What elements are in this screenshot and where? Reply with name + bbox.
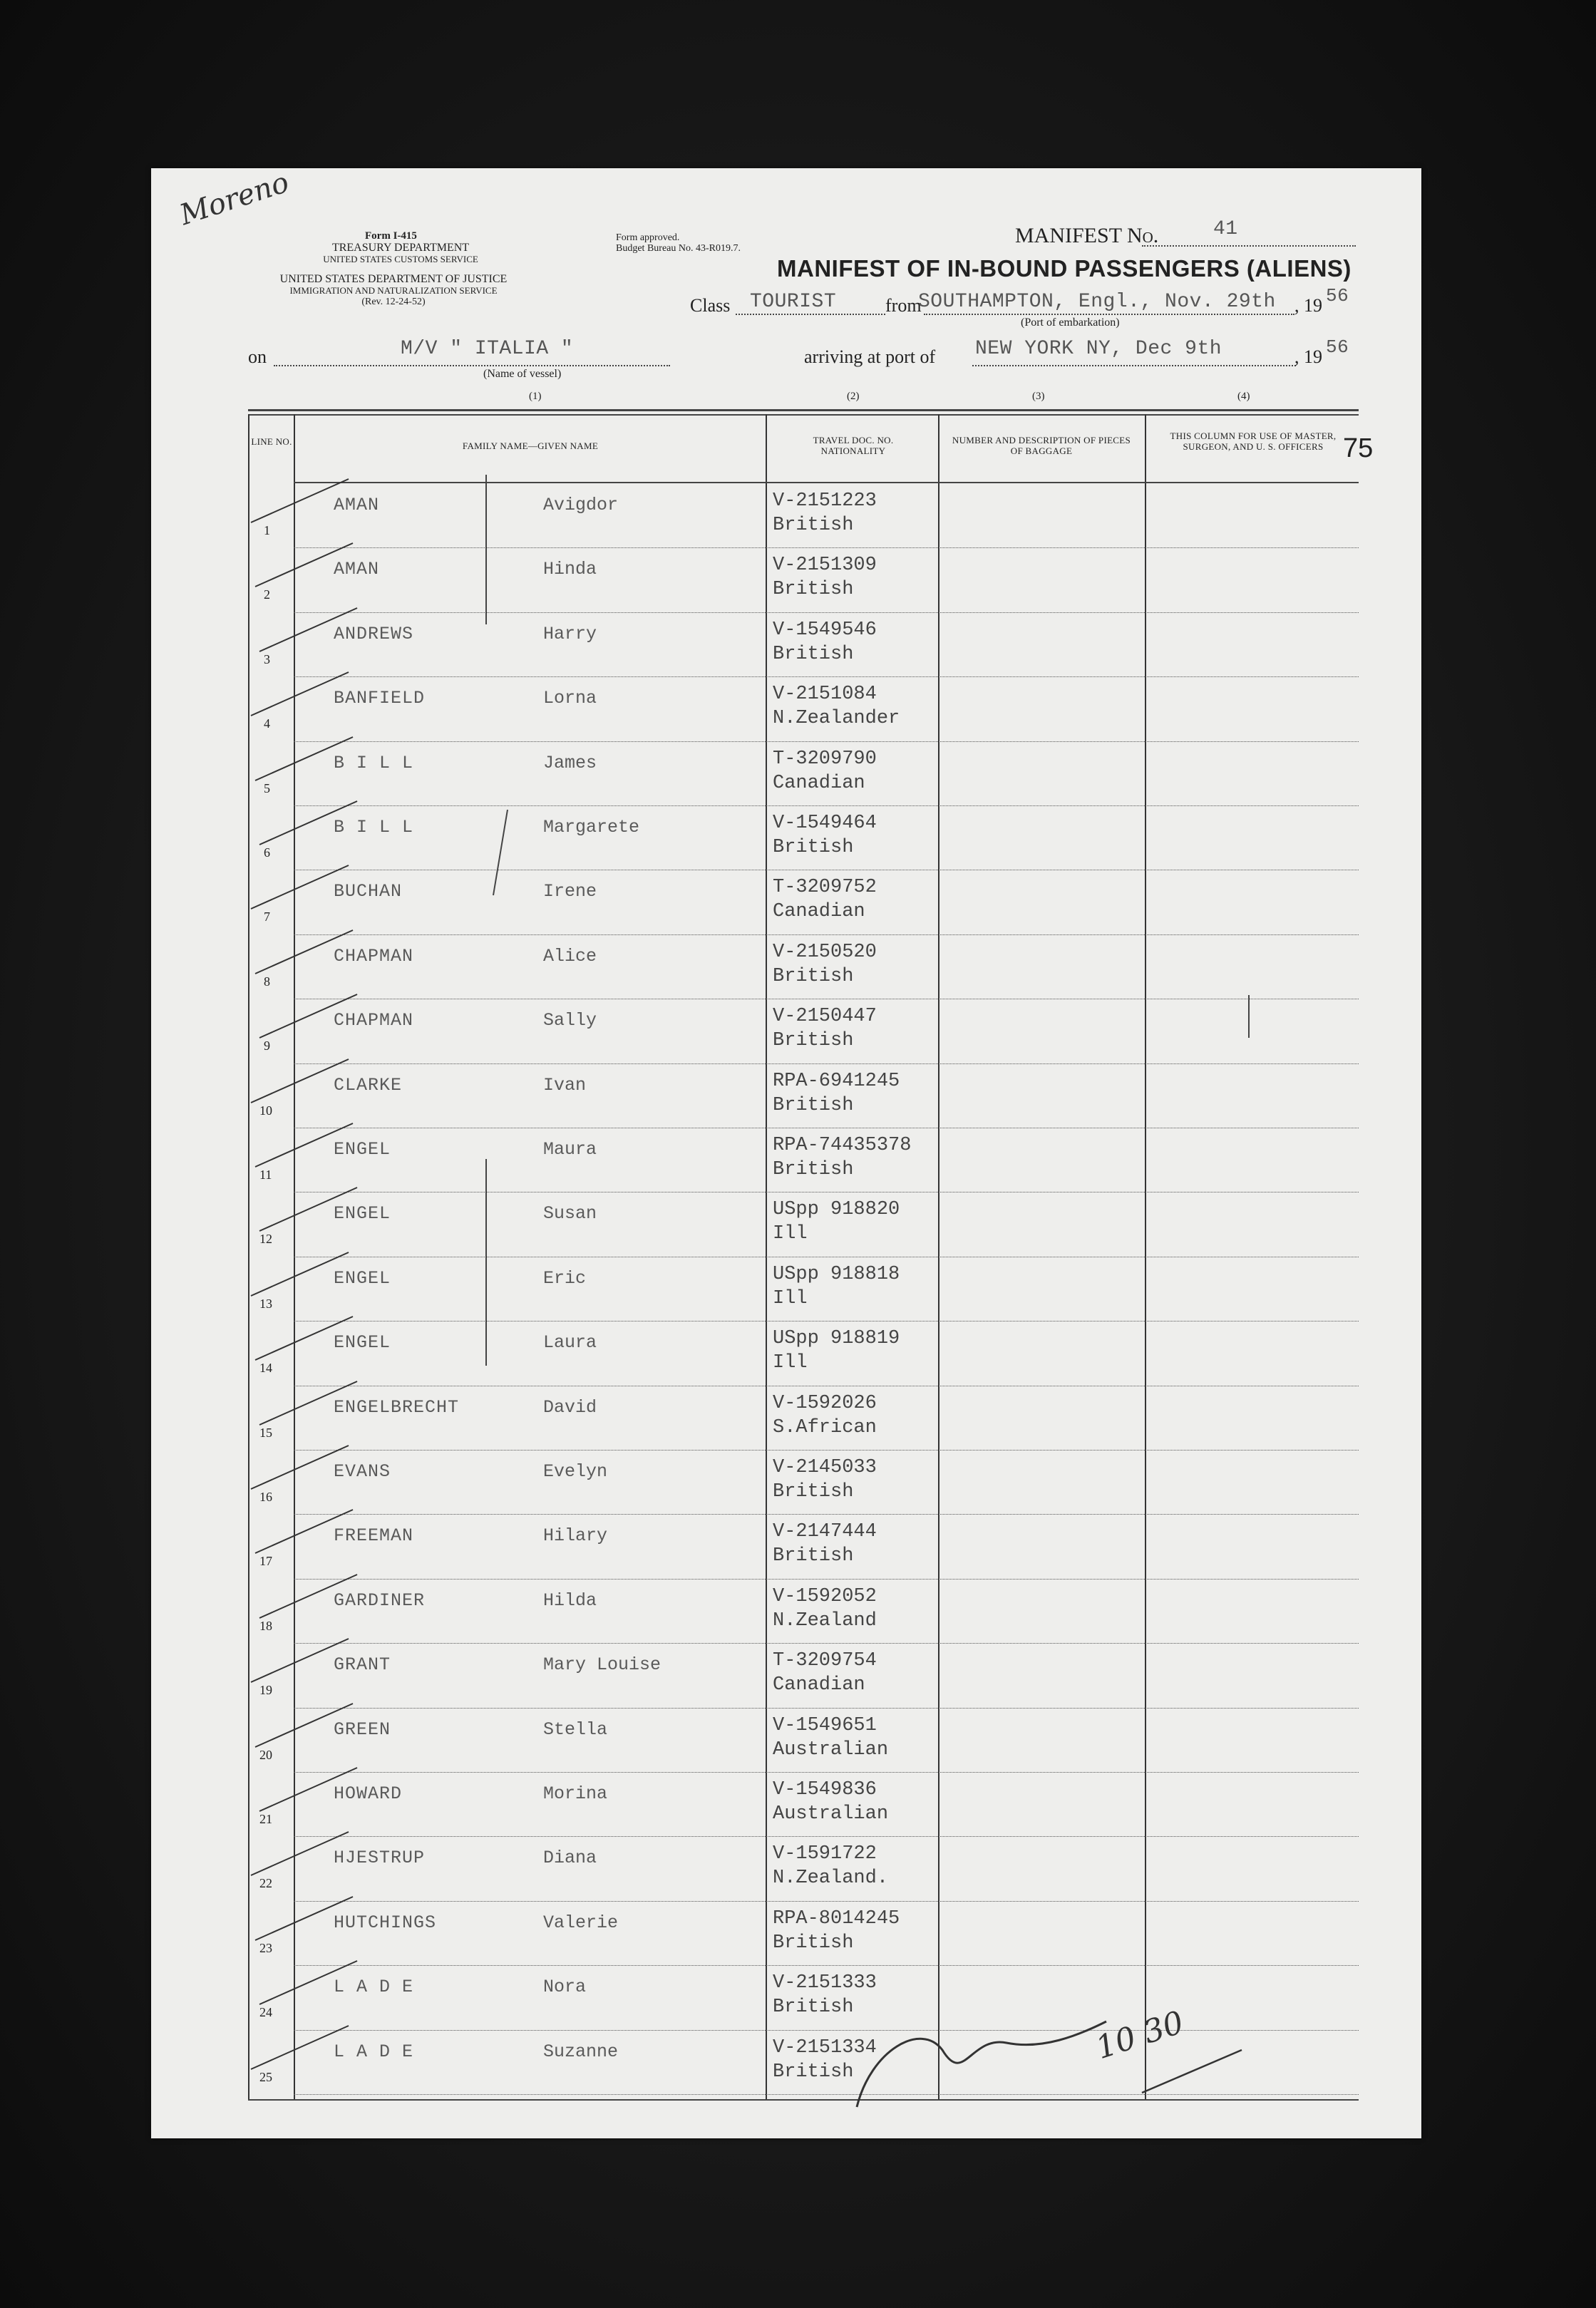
travel-doc-number: T-3209790 bbox=[773, 748, 877, 770]
nationality: British bbox=[773, 643, 854, 665]
arriving-port: NEW YORK NY, Dec 9th bbox=[975, 338, 1222, 360]
travel-doc-number: V-1591722 bbox=[773, 1843, 877, 1865]
row-separator bbox=[294, 1450, 1359, 1451]
row-separator bbox=[294, 1772, 1359, 1773]
line-number: 22 bbox=[259, 1876, 272, 1891]
family-name: AMAN bbox=[334, 559, 380, 580]
line-number: 4 bbox=[264, 716, 270, 731]
family-name: ENGEL bbox=[334, 1139, 391, 1160]
line-number: 14 bbox=[259, 1361, 272, 1376]
vessel-note: (Name of vessel) bbox=[483, 368, 562, 380]
family-name: EVANS bbox=[334, 1461, 391, 1482]
nationality: Australian bbox=[773, 1803, 889, 1825]
customs-service: UNITED STATES CUSTOMS SERVICE bbox=[323, 254, 478, 264]
nationality: British bbox=[773, 965, 854, 987]
header-name: FAMILY NAME—GIVEN NAME bbox=[462, 441, 599, 451]
header-officers: THIS COLUMN FOR USE OF MASTER, SURGEON, AND U. S. OFFICERS bbox=[1170, 431, 1337, 452]
line-number: 23 bbox=[259, 1940, 272, 1955]
given-name: David bbox=[543, 1396, 597, 1418]
family-name: BANFIELD bbox=[334, 688, 426, 709]
nationality: N.Zealand. bbox=[773, 1867, 889, 1890]
travel-doc-number: V-2147444 bbox=[773, 1521, 877, 1543]
port-of-embarkation-note: (Port of embarkation) bbox=[1021, 316, 1120, 329]
line-number: 18 bbox=[259, 1618, 272, 1633]
row-separator bbox=[294, 1063, 1359, 1064]
department-of-justice: UNITED STATES DEPARTMENT OF JUSTICE bbox=[279, 273, 508, 285]
travel-doc-number: V-1549836 bbox=[773, 1779, 877, 1800]
nationality: British bbox=[773, 1030, 854, 1052]
nationality: Canadian bbox=[773, 901, 865, 923]
given-name: Laura bbox=[543, 1332, 597, 1354]
row-separator bbox=[294, 1708, 1359, 1709]
nationality: British bbox=[773, 1997, 854, 2019]
line-number: 6 bbox=[264, 845, 270, 860]
family-name: B I L L bbox=[334, 752, 414, 773]
row-separator bbox=[294, 934, 1359, 935]
manifest-number-field bbox=[1142, 245, 1356, 247]
line-number: 2 bbox=[264, 587, 270, 602]
travel-doc-number: RPA-6941245 bbox=[773, 1070, 900, 1092]
family-name: L A D E bbox=[334, 2041, 414, 2062]
nationality: Ill bbox=[773, 1223, 808, 1245]
family-name: ENGEL bbox=[334, 1203, 391, 1225]
line-number: 3 bbox=[264, 651, 270, 666]
from-label: from bbox=[885, 295, 922, 316]
from-value: SOUTHAMPTON, Engl., Nov. 29th bbox=[918, 291, 1276, 313]
family-name: AMAN bbox=[334, 495, 380, 515]
nationality: British bbox=[773, 2061, 854, 2083]
family-name: HOWARD bbox=[334, 1783, 403, 1804]
header-doc: TRAVEL DOC. NO. NATIONALITY bbox=[813, 435, 894, 456]
given-name: Diana bbox=[543, 1848, 597, 1869]
row-separator bbox=[294, 805, 1359, 806]
manifest-title: MANIFEST OF IN-BOUND PASSENGERS (ALIENS) bbox=[777, 255, 1352, 282]
nationality: British bbox=[773, 1545, 854, 1567]
row-separator bbox=[294, 1901, 1359, 1902]
family-name: HJESTRUP bbox=[334, 1848, 426, 1869]
travel-doc-number: V-1549464 bbox=[773, 813, 877, 834]
row-separator bbox=[294, 1579, 1359, 1580]
row-separator bbox=[294, 2030, 1359, 2031]
travel-doc-number: T-3209752 bbox=[773, 877, 877, 899]
manifest-number: 41 bbox=[1213, 218, 1238, 240]
family-name: GRANT bbox=[334, 1654, 391, 1676]
line-number: 15 bbox=[259, 1425, 272, 1440]
class-value: TOURIST bbox=[750, 291, 837, 313]
arrive-year-prefix: , 19 bbox=[1294, 346, 1322, 367]
line-number: 9 bbox=[264, 1039, 270, 1053]
given-name: Hinda bbox=[543, 559, 597, 580]
travel-doc-number: T-3209754 bbox=[773, 1650, 877, 1672]
line-number: 21 bbox=[259, 1812, 272, 1826]
line-number: 16 bbox=[259, 1490, 272, 1504]
column-marker-2: (2) bbox=[847, 391, 860, 402]
form-approved: Form approved. bbox=[616, 232, 680, 243]
arriving-label: arriving at port of bbox=[804, 346, 936, 367]
header-bottom-rule bbox=[294, 482, 1359, 483]
given-name: James bbox=[543, 752, 597, 773]
line-number: 25 bbox=[259, 2069, 272, 2084]
travel-doc-number: V-2151334 bbox=[773, 2036, 877, 2059]
column-marker-4: (4) bbox=[1237, 391, 1250, 402]
travel-doc-number: V-2151309 bbox=[773, 555, 877, 577]
travel-doc-number: V-2145033 bbox=[773, 1457, 877, 1478]
line-col-divider bbox=[294, 414, 295, 2101]
header-baggage: NUMBER AND DESCRIPTION OF PIECES OF BAGGAGE bbox=[952, 435, 1131, 456]
family-name: ENGEL bbox=[334, 1267, 391, 1289]
travel-doc-number: USpp 918818 bbox=[773, 1263, 900, 1285]
family-name: ENGEL bbox=[334, 1332, 391, 1354]
row-separator bbox=[294, 547, 1359, 548]
vessel-name: M/V " ITALIA " bbox=[401, 338, 574, 360]
row-separator bbox=[294, 676, 1359, 677]
manifest-page bbox=[151, 165, 1421, 2138]
column-marker-1: (1) bbox=[529, 391, 542, 402]
nationality: British bbox=[773, 1159, 854, 1180]
row-separator bbox=[294, 741, 1359, 742]
travel-doc-number: V-2150447 bbox=[773, 1006, 877, 1028]
travel-doc-number: RPA-8014245 bbox=[773, 1907, 900, 1930]
given-name: Harry bbox=[543, 623, 597, 644]
travel-doc-number: V-2151333 bbox=[773, 1972, 877, 1994]
family-name: GREEN bbox=[334, 1719, 391, 1740]
naturalization-service: IMMIGRATION AND NATURALIZATION SERVICE bbox=[289, 285, 498, 296]
manifest-label: MANIFEST No. bbox=[1015, 224, 1159, 247]
nationality: Australian bbox=[773, 1738, 889, 1761]
column-marker-3: (3) bbox=[1032, 391, 1045, 402]
family-name: CHAPMAN bbox=[334, 1010, 414, 1031]
travel-doc-number: V-1592052 bbox=[773, 1585, 877, 1607]
given-name: Valerie bbox=[543, 1912, 619, 1933]
given-name: Alice bbox=[543, 945, 597, 967]
family-name: L A D E bbox=[334, 1977, 414, 1998]
from-year: 56 bbox=[1326, 285, 1349, 306]
nationality: S.African bbox=[773, 1416, 877, 1438]
travel-doc-number: RPA-74435378 bbox=[773, 1135, 912, 1156]
arrive-year: 56 bbox=[1326, 336, 1349, 358]
line-number: 10 bbox=[259, 1103, 272, 1118]
given-name: Hilda bbox=[543, 1590, 597, 1611]
table-bottom-rule bbox=[248, 2099, 1359, 2101]
travel-doc-number: USpp 918819 bbox=[773, 1328, 900, 1350]
line-number: 5 bbox=[264, 781, 270, 795]
line-number: 24 bbox=[259, 2005, 272, 2020]
given-name: Maura bbox=[543, 1139, 597, 1160]
nationality: Canadian bbox=[773, 772, 865, 794]
row-separator bbox=[294, 1836, 1359, 1837]
row-separator bbox=[294, 1643, 1359, 1644]
nationality: N.Zealand bbox=[773, 1609, 877, 1632]
from-field bbox=[924, 314, 1294, 315]
family-name: ENGELBRECHT bbox=[334, 1396, 460, 1418]
nationality: British bbox=[773, 837, 854, 858]
given-name: Mary Louise bbox=[543, 1654, 661, 1676]
given-name: Eric bbox=[543, 1267, 587, 1289]
line-number: 17 bbox=[259, 1554, 272, 1569]
given-name: Avigdor bbox=[543, 495, 619, 515]
line-number: 7 bbox=[264, 910, 270, 924]
nationality: Canadian bbox=[773, 1674, 865, 1696]
revision-date: (Rev. 12-24-52) bbox=[361, 297, 426, 307]
table-top-rule bbox=[248, 409, 1359, 411]
on-label: on bbox=[248, 346, 267, 367]
line-number: 13 bbox=[259, 1296, 272, 1311]
travel-doc-number: V-1592026 bbox=[773, 1392, 877, 1414]
form-number: Form I-415 bbox=[365, 230, 417, 242]
family-name: BUCHAN bbox=[334, 881, 403, 902]
given-name: Lorna bbox=[543, 688, 597, 709]
budget-bureau: Budget Bureau No. 43-R019.7. bbox=[616, 243, 741, 254]
class-field bbox=[736, 314, 885, 315]
family-name: FREEMAN bbox=[334, 1525, 414, 1547]
table-top-rule-2 bbox=[248, 414, 1359, 416]
nationality: Ill bbox=[773, 1352, 808, 1374]
given-name: Susan bbox=[543, 1203, 597, 1225]
doc-col-divider bbox=[938, 414, 939, 2101]
officer-initials: 10 30 bbox=[1091, 2004, 1188, 2067]
family-name: CHAPMAN bbox=[334, 945, 414, 967]
nationality: British bbox=[773, 1932, 854, 1954]
travel-doc-number: V-2150520 bbox=[773, 941, 877, 963]
travel-doc-number: USpp 918820 bbox=[773, 1199, 900, 1221]
arriving-field bbox=[972, 365, 1296, 366]
header-line-no: LINE NO. bbox=[251, 436, 292, 447]
baggage-col-divider bbox=[1145, 414, 1146, 2101]
row-separator bbox=[294, 1321, 1359, 1322]
treasury-department: TREASURY DEPARTMENT bbox=[331, 242, 470, 254]
travel-doc-number: V-2151223 bbox=[773, 490, 877, 512]
name-col-divider bbox=[766, 414, 767, 2101]
class-label: Class bbox=[690, 295, 731, 316]
travel-doc-number: V-2151084 bbox=[773, 684, 877, 706]
row-separator bbox=[294, 1514, 1359, 1515]
line-number: 20 bbox=[259, 1747, 272, 1762]
travel-doc-number: V-1549651 bbox=[773, 1714, 877, 1736]
given-name: Irene bbox=[543, 881, 597, 902]
given-name: Margarete bbox=[543, 817, 640, 838]
given-name: Nora bbox=[543, 1977, 587, 1998]
vessel-field bbox=[274, 365, 670, 366]
nationality: British bbox=[773, 1094, 854, 1116]
given-name: Stella bbox=[543, 1719, 608, 1740]
given-name: Suzanne bbox=[543, 2041, 619, 2062]
nationality: Ill bbox=[773, 1287, 808, 1309]
family-name: CLARKE bbox=[334, 1074, 403, 1096]
line-number: 11 bbox=[259, 1168, 272, 1182]
line-number: 1 bbox=[264, 523, 270, 537]
line-number: 19 bbox=[259, 1683, 272, 1698]
family-name: GARDINER bbox=[334, 1590, 426, 1611]
given-name: Morina bbox=[543, 1783, 608, 1804]
row-separator bbox=[294, 1965, 1359, 1966]
line-col-left-border bbox=[248, 414, 249, 2101]
row-separator bbox=[294, 612, 1359, 613]
line-number: 8 bbox=[264, 974, 270, 989]
row-separator bbox=[294, 2094, 1359, 2095]
nationality: N.Zealander bbox=[773, 708, 900, 730]
page-number: 75 bbox=[1343, 433, 1374, 463]
family-name: ANDREWS bbox=[334, 623, 414, 644]
nationality: British bbox=[773, 579, 854, 601]
line-number: 12 bbox=[259, 1232, 272, 1247]
given-name: Evelyn bbox=[543, 1461, 608, 1482]
corner-handwriting: Moreno bbox=[175, 165, 293, 232]
from-year-prefix: , 19 bbox=[1294, 295, 1322, 316]
nationality: British bbox=[773, 515, 854, 536]
given-name: Hilary bbox=[543, 1525, 608, 1547]
given-name: Ivan bbox=[543, 1074, 587, 1096]
family-name: B I L L bbox=[334, 817, 414, 838]
family-name: HUTCHINGS bbox=[334, 1912, 437, 1933]
nationality: British bbox=[773, 1481, 854, 1503]
given-name: Sally bbox=[543, 1010, 597, 1031]
travel-doc-number: V-1549546 bbox=[773, 619, 877, 641]
